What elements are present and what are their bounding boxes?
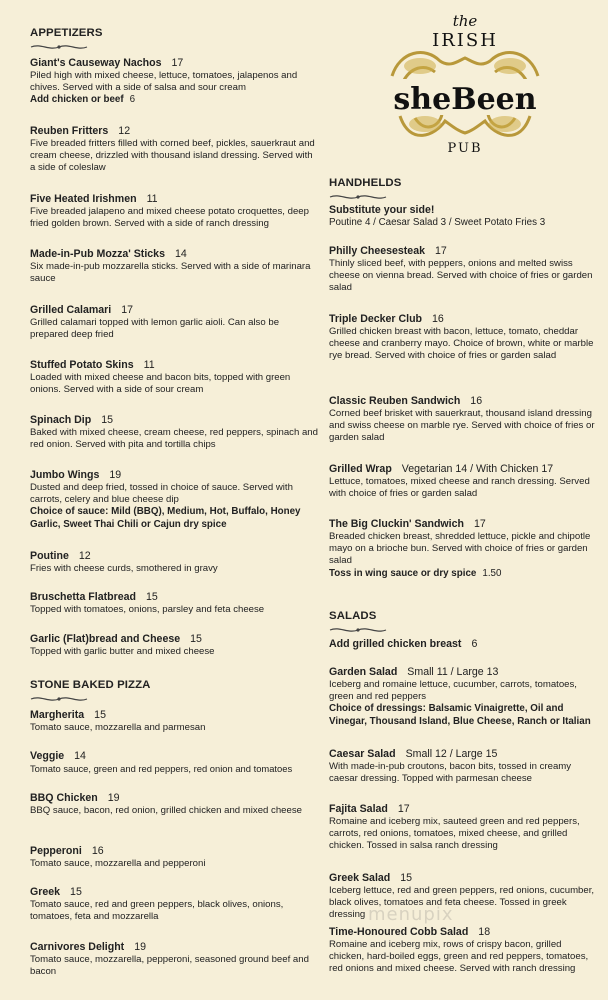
item-description: Thinly sliced beef, with peppers, onions and melted swiss cheese on vienna bread. Served with choice of fries or garden salad <box>329 258 593 294</box>
note-title: Substitute your side! <box>329 204 435 216</box>
item-price: Vegetarian 14 / With Chicken 17 <box>401 463 554 475</box>
item-name: BBQ Chicken <box>30 792 98 804</box>
menu-item <box>30 304 320 341</box>
item-name: Giant's Causeway Nachos <box>30 57 162 69</box>
item-name: Greek Salad <box>329 872 391 884</box>
item-price: 19 <box>107 792 120 804</box>
item-name: Made-in-Pub Mozza' Sticks <box>30 248 165 260</box>
menu-item <box>30 359 320 396</box>
substitute-side-note <box>329 204 597 230</box>
item-name: The Big Cluckin' Sandwich <box>329 518 464 530</box>
add-chicken-note <box>329 638 597 651</box>
menu-item <box>329 463 597 500</box>
menu-item <box>30 550 320 575</box>
item-name: Philly Cheesesteak <box>329 245 425 257</box>
item-description: Topped with tomatoes, onions, parsley and feta cheese <box>30 604 265 615</box>
handhelds-section <box>329 176 597 201</box>
item-description: Tomato sauce, mozzarella and parmesan <box>30 722 206 733</box>
appetizers-section <box>30 26 320 51</box>
ornament-divider <box>328 193 388 201</box>
logo-the-text: the <box>452 12 478 30</box>
item-addon-price: 6 <box>129 94 136 106</box>
item-name: Veggie <box>30 750 65 762</box>
item-name: Grilled Calamari <box>30 304 112 316</box>
item-name: Spinach Dip <box>30 414 92 426</box>
ornament-divider <box>328 626 388 634</box>
menu-item <box>30 845 320 870</box>
item-description: Grilled calamari topped with lemon garlic aioli. Can also be prepared deep fried <box>30 317 280 341</box>
item-description: Romaine and iceberg mix, sauteed green and red peppers, carrots, red onions, tomatoes, mixed cheese, and grilled chicken. Tossed in salsa ranch dressing <box>329 816 580 852</box>
item-description: With made-in-pub croutons, bacon bits, tossed in creamy caesar dressing. Topped with parmesan cheese <box>329 761 572 785</box>
item-price: 18 <box>478 926 491 938</box>
item-price: 15 <box>190 633 202 645</box>
item-name: Bruschetta Flatbread <box>30 591 136 603</box>
item-price: 15 <box>94 709 106 721</box>
item-price: 16 <box>470 395 483 407</box>
item-description: Fries with cheese curds, smothered in gravy <box>30 563 218 574</box>
item-name: Garlic (Flat)bread and Cheese <box>30 633 181 645</box>
note-title: Add grilled chicken breast <box>329 638 462 650</box>
menu-item <box>30 193 320 230</box>
item-addon: Choice of dressings: Balsamic Vinaigrette, Oil and Vinegar, Thousand Island, Blue Cheese, Ranch or Italian <box>329 703 591 727</box>
ornament-divider <box>29 43 89 51</box>
item-price: 15 <box>400 872 413 884</box>
item-name: Grilled Wrap <box>329 463 392 475</box>
item-description: Breaded chicken breast, shredded lettuce, pickle and chipotle mayo on a brioche bun. Served with choice of fries or garden salad <box>329 531 591 567</box>
item-name: Time-Honoured Cobb Salad <box>329 926 469 938</box>
item-name: Poutine <box>30 550 69 562</box>
pizza-heading: STONE BAKED PIZZA <box>30 679 151 691</box>
menu-item <box>329 395 597 445</box>
item-price: 11 <box>146 193 158 205</box>
item-description: Corned beef brisket with sauerkraut, thousand island dressing and swiss cheese on marble rye. Served with choice of fries or garden salad <box>329 408 595 444</box>
irish-shebeen-pub-logo <box>380 6 550 156</box>
note-price: 6 <box>471 638 478 650</box>
item-price: 12 <box>118 125 131 137</box>
item-name: Classic Reuben Sandwich <box>329 395 461 407</box>
item-description: Baked with mixed cheese, cream cheese, red peppers, spinach and red onion. Served with pita and tortilla chips <box>30 427 318 451</box>
item-price: Small 12 / Large 15 <box>405 748 498 760</box>
item-description: Topped with garlic butter and mixed cheese <box>30 646 215 657</box>
menu-item <box>30 248 320 285</box>
item-description: Tomato sauce, mozzarella, pepperoni, seasoned ground beef and bacon <box>30 954 309 978</box>
appetizers-heading: APPETIZERS <box>30 27 103 39</box>
item-description: Grilled chicken breast with bacon, lettuce, tomato, cheddar cheese and cranberry mayo. Choice of brown, white or marble rye bread. Served with choice of fries or garden salad <box>329 326 594 362</box>
item-addon: Choice of sauce: Mild (BBQ), Medium, Hot, Buffalo, Honey Garlic, Sweet Thai Chili or Cajun dry spice <box>30 506 301 530</box>
menu-item <box>329 666 599 728</box>
item-price: 17 <box>473 518 486 530</box>
menu-item <box>30 941 320 978</box>
item-description: Iceberg lettuce, red and green peppers, red onions, cucumber, black olives, tomatoes and feta cheese. Tossed in greek dressing <box>329 885 595 921</box>
item-price: 14 <box>174 248 187 260</box>
menu-item <box>329 313 597 363</box>
item-name: Five Heated Irishmen <box>30 193 137 205</box>
item-price: 17 <box>121 304 134 316</box>
item-name: Pepperoni <box>30 845 82 857</box>
item-name: Garden Salad <box>329 666 398 678</box>
item-price: 17 <box>397 803 410 815</box>
item-description: Loaded with mixed cheese and bacon bits, topped with green onions. Served with a side of sour cream <box>30 372 291 396</box>
item-name: Greek <box>30 886 61 898</box>
item-description: Romaine and iceberg mix, rows of crispy bacon, grilled chicken, hard-boiled eggs, green and red peppers, tomatoes, red onions and mixed cheese. Served with ranch dressing <box>329 939 589 975</box>
item-description: Dusted and deep fried, tossed in choice of sauce. Served with carrots, celery and blue cheese dip <box>30 482 293 506</box>
item-description: Tomato sauce, red and green peppers, black olives, onions, tomatoes, feta and mozzarella <box>30 899 284 923</box>
item-description: Five breaded jalapeno and mixed cheese potato croquettes, deep fried golden brown. Served with a side of ranch dressing <box>30 206 309 230</box>
item-description: Five breaded fritters filled with corned beef, pickles, sauerkraut and cream cheese, drizzled with thousand island dressing. Served with a side of coleslaw <box>30 138 315 174</box>
item-price: Small 11 / Large 13 <box>407 666 499 678</box>
menu-item <box>30 792 320 817</box>
menu-item <box>30 125 320 175</box>
logo-pub-text: PUB <box>447 141 483 156</box>
menu-item <box>30 709 320 734</box>
menu-item <box>30 414 320 451</box>
item-price: 15 <box>145 591 158 603</box>
item-price: 16 <box>91 845 104 857</box>
pizza-section <box>30 678 320 703</box>
item-description: Iceberg and romaine lettuce, cucumber, carrots, tomatoes, green and red peppers <box>329 679 577 703</box>
menu-item <box>30 591 320 616</box>
item-description: Six made-in-pub mozzarella sticks. Served with a side of marinara sauce <box>30 261 311 285</box>
item-price: 19 <box>109 469 122 481</box>
item-price: 14 <box>74 750 86 762</box>
item-price: 12 <box>78 550 91 562</box>
menu-item <box>329 748 597 785</box>
item-description: Tomato sauce, green and red peppers, red onion and tomatoes <box>30 763 293 774</box>
item-addon: Add chicken or beef <box>30 94 124 106</box>
menu-item <box>329 803 597 853</box>
item-price: 15 <box>70 886 82 898</box>
menu-item <box>329 926 597 976</box>
item-addon-price: 1.50 <box>482 567 502 579</box>
item-description: Tomato sauce, mozzarella and pepperoni <box>30 858 206 869</box>
item-price: 11 <box>143 359 155 371</box>
salads-section <box>329 609 597 634</box>
item-name: Stuffed Potato Skins <box>30 359 134 371</box>
handhelds-heading: HANDHELDS <box>329 177 402 189</box>
item-name: Triple Decker Club <box>329 313 423 325</box>
menu-item <box>30 469 320 531</box>
menu-item <box>30 633 320 658</box>
item-addon: Toss in wing sauce or dry spice <box>329 567 477 579</box>
item-description: Lettuce, tomatoes, mixed cheese and ranch dressing. Served with choice of fries or garden salad <box>329 476 590 500</box>
item-name: Carnivores Delight <box>30 941 125 953</box>
item-name: Caesar Salad <box>329 748 396 760</box>
ornament-divider <box>29 695 89 703</box>
note-text: Poutine 4 / Caesar Salad 3 / Sweet Potato Fries 3 <box>329 217 546 228</box>
salads-heading: SALADS <box>329 610 377 622</box>
item-price: 19 <box>134 941 146 953</box>
menupix-watermark: menupix <box>368 904 454 925</box>
menu-item <box>30 57 320 107</box>
item-name: Reuben Fritters <box>30 125 109 137</box>
menu-item <box>329 518 597 580</box>
logo-shebeen-text: sheBeen <box>393 82 537 117</box>
item-description: BBQ sauce, bacon, red onion, grilled chicken and mixed cheese <box>30 805 302 816</box>
menu-item <box>30 750 322 775</box>
item-name: Margherita <box>30 709 85 721</box>
item-price: 17 <box>171 57 184 69</box>
menu-item <box>30 886 320 923</box>
item-price: 15 <box>101 414 114 426</box>
item-description: Piled high with mixed cheese, lettuce, tomatoes, jalapenos and chives. Served with a side of salsa and sour cream <box>30 70 298 94</box>
item-name: Jumbo Wings <box>30 469 100 481</box>
item-price: 16 <box>432 313 444 325</box>
item-name: Fajita Salad <box>329 803 388 815</box>
logo-irish-text: IRISH <box>432 30 498 51</box>
menu-item <box>329 245 597 295</box>
item-price: 17 <box>435 245 447 257</box>
